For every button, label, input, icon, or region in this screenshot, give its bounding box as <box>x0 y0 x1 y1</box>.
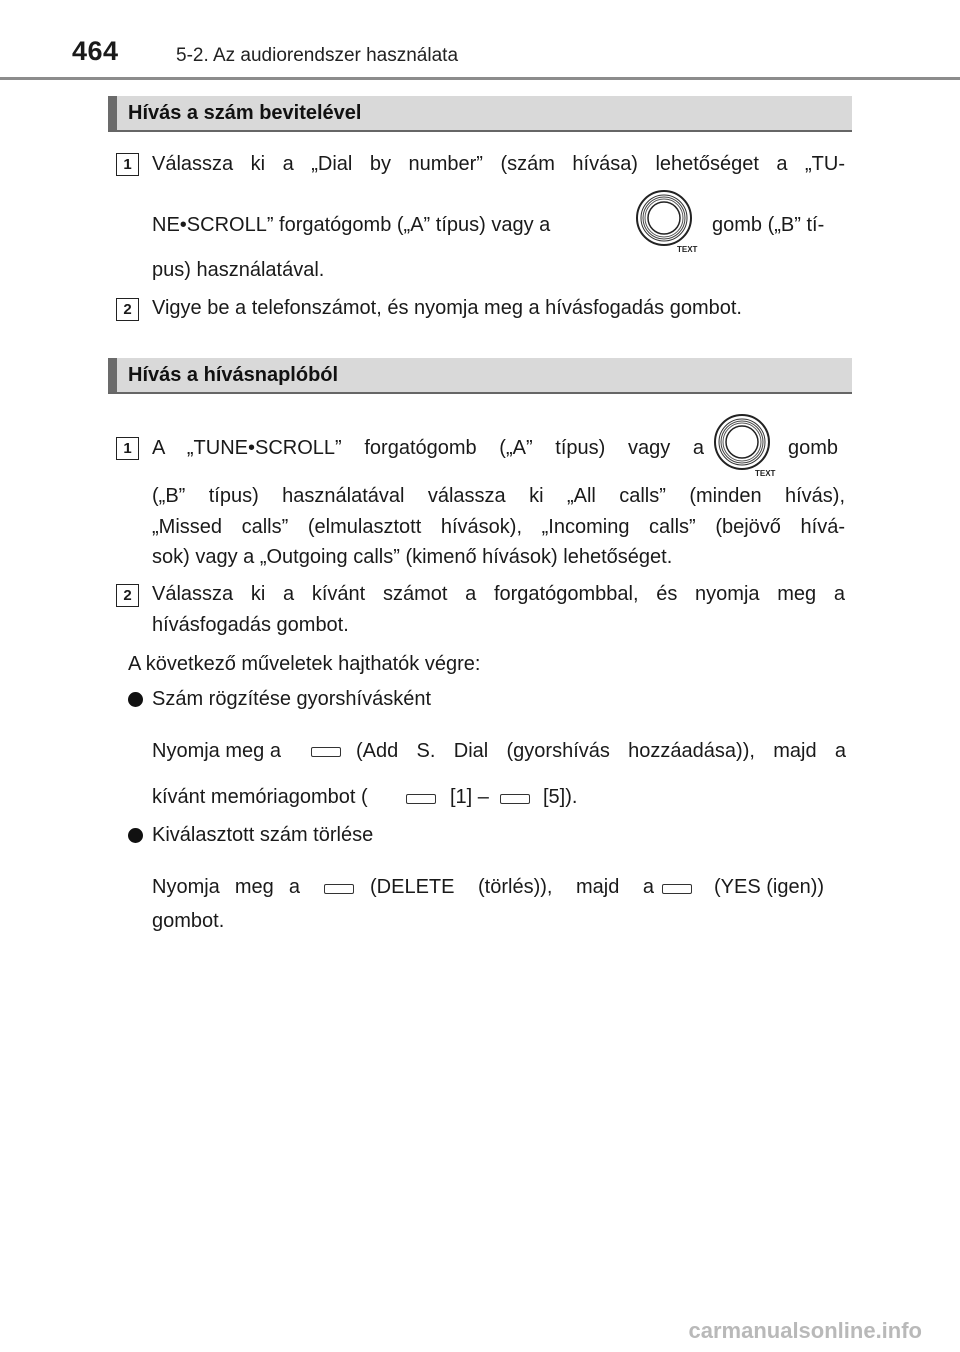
step-text-line: Vigye be a telefonszámot, és nyomja meg a hívásfogadás gombot. <box>152 297 742 319</box>
step-text-line: („B” típus) használatával válassza ki „All calls” (minden hívás), <box>152 485 845 507</box>
tune-knob-icon <box>634 188 700 259</box>
step-text-line: NE•SCROLL” forgatógomb („A” típus) vagy a <box>152 214 551 236</box>
section-title: Hívás a szám bevitelével <box>128 102 362 124</box>
step-number: 1 <box>116 437 139 460</box>
step-text-line: gomb <box>788 437 839 459</box>
intro-text: A következő műveletek hajthatók végre: <box>128 653 481 675</box>
instruction-line: kívánt memóriagombot ( <box>152 786 368 808</box>
step-number: 2 <box>116 584 139 607</box>
step-number: 2 <box>116 298 139 321</box>
section-heading-number-entry <box>108 96 852 132</box>
step-number: 1 <box>116 153 139 176</box>
step-text-line: Válassza ki a kívánt számot a forgatógombbal, és nyomja meg a <box>152 583 845 605</box>
screen-button-icon <box>311 743 341 761</box>
header-rule <box>0 77 960 80</box>
section-title: Hívás a hívásnaplóból <box>128 364 339 386</box>
instruction-line: Nyomja meg a <box>152 740 281 762</box>
section-heading-call-log <box>108 358 852 394</box>
screen-button-icon <box>406 790 436 808</box>
bullet-icon <box>128 692 143 707</box>
step-text-line: A „TUNE•SCROLL” forgatógomb („A” típus) vagy a <box>152 437 704 459</box>
tune-knob-icon <box>712 412 778 483</box>
step-text-line: „Missed calls” (elmulasztott hívások), „Incoming calls” (bejövő hívá- <box>152 516 845 538</box>
step-text-line: hívásfogadás gombot. <box>152 614 349 636</box>
instruction-line: (DELETE (törlés)), majd a <box>370 876 654 898</box>
step-text-line: gomb („B” tí- <box>712 214 825 236</box>
instruction-line: [5]). <box>543 786 578 808</box>
bullet-title: Szám rögzítése gyorshívásként <box>152 688 432 710</box>
step-text-line: Válassza ki a „Dial by number” (szám hívása) lehetőséget a „TU- <box>152 153 845 175</box>
bullet-icon <box>128 828 143 843</box>
running-head: 5-2. Az audiorendszer használata <box>176 45 459 66</box>
step-text-line: pus) használatával. <box>152 259 325 281</box>
instruction-line: [1] – <box>450 786 489 808</box>
watermark: carmanualsonline.info <box>688 1318 922 1343</box>
instruction-line: (YES (igen)) <box>714 876 825 898</box>
instruction-line: (Add S. Dial (gyorshívás hozzáadása)), majd a <box>356 740 846 762</box>
screen-button-icon <box>324 880 354 898</box>
instruction-line: gombot. <box>152 910 225 932</box>
screen-button-icon <box>500 790 530 808</box>
bullet-title: Kiválasztott szám törlése <box>152 824 374 846</box>
instruction-line: Nyomja meg a <box>152 876 300 898</box>
knob-label: TEXT <box>677 245 698 254</box>
step-text-line: sok) vagy a „Outgoing calls” (kimenő hívások) lehetőséget. <box>152 546 673 568</box>
knob-label: TEXT <box>755 469 776 478</box>
page-number: 464 <box>72 36 119 66</box>
screen-button-icon <box>662 880 692 898</box>
